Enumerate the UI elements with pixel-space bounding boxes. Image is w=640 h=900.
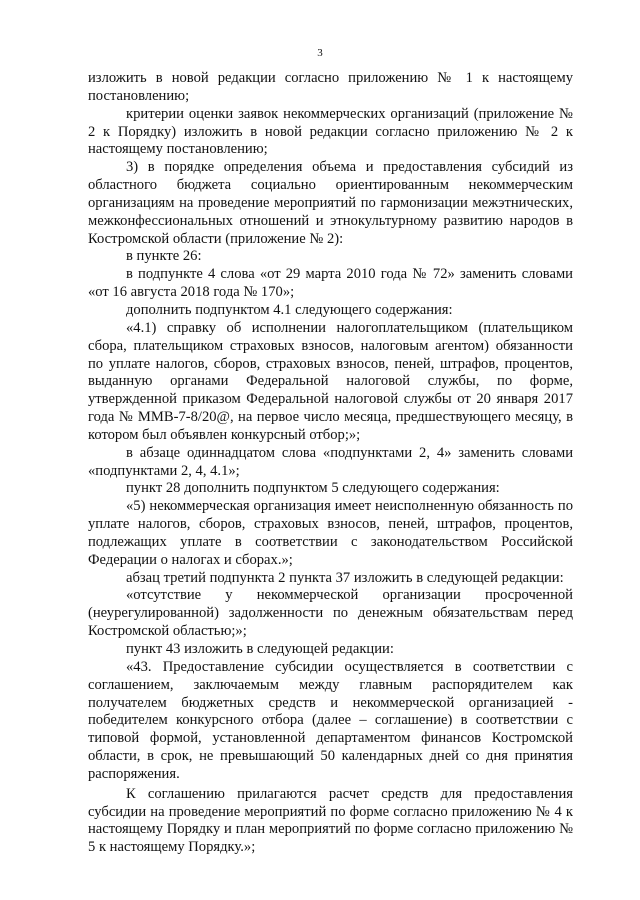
- paragraph-9: пункт 28 дополнить подпунктом 5 следующего содержания:: [126, 480, 500, 497]
- paragraph-13: пункт 43 изложить в следующей редакции:: [126, 641, 394, 657]
- paragraph-1: изложить в новой редакции согласно приложению № 1 к настоящему постановлению;: [88, 70, 573, 104]
- paragraph-11: абзац третий подпункта 2 пункта 37 изложить в следующей редакции:: [126, 569, 564, 586]
- page-number: 3: [317, 47, 323, 59]
- paragraph-14: «43. Предоставление субсидии осуществляется в соответствии с соглашением, заключаемым между главным распорядителем как получателем бюджетных средств и некоммерческой организацией - победителем конкурсного отбора (далее – соглашение) в соответствии с типовой формой, установленной департаментом финансов Костромской области, в срок, не превышающий 50 календарных дней со дня принятия распоряжения.: [88, 658, 573, 782]
- paragraph-6: дополнить подпунктом 4.1 следующего содержания:: [126, 301, 453, 318]
- paragraph-2: критерии оценки заявок некоммерческих организаций (приложение № 2 к Порядку) изложить в новой редакции согласно приложению № 2 к настоящему постановлению;: [88, 105, 573, 158]
- document-body: [88, 70, 573, 857]
- paragraph-3: 3) в порядке определения объема и предоставления субсидий из областного бюджета социально ориентированным некоммерческим организациям на проведение мероприятий по гармонизации межэтнических, межконфессиональных отношений и этнокультурному развитию народов в Костромской области (приложение № 2):: [88, 159, 573, 247]
- paragraph-12: «отсутствие у некоммерческой организации просроченной (неурегулированной) задолженности по денежным обязательствам перед Костромской областью;»;: [88, 587, 573, 640]
- paragraph-15: К соглашению прилагаются расчет средств для предоставления субсидии на проведение мероприятий по форме согласно приложению № 4 к настоящему Порядку и план мероприятий по форме согласно приложению № 5 к настоящему Порядку.»;: [88, 785, 573, 856]
- paragraph-8: в абзаце одиннадцатом слова «подпунктами 2, 4» заменить словами «подпунктами 2, 4, 4.1»;: [88, 444, 573, 479]
- paragraph-5: в подпункте 4 слова «от 29 марта 2010 года № 72» заменить словами «от 16 августа 2018 года № 170»;: [88, 266, 573, 301]
- paragraph-10: «5) некоммерческая организация имеет неисполненную обязанность по уплате налогов, сборов, страховых взносов, пеней, штрафов, процентов, подлежащих уплате в соответствии с законодательством Российской Федерации о налогах и сборах.»;: [88, 498, 573, 568]
- paragraph-7: «4.1) справку об исполнении налогоплательщиком (плательщиком сбора, плательщиком страховых взносов, налоговым агентом) обязанности по уплате налогов, сборов, страховых взносов, пеней, штрафов, процентов, выданную органами Федеральной налоговой службы, по форме, утвержденной приказом Федеральной налоговой службы от 20 января 2017 года № ММВ-7-8/20@, на первое число месяца, предшествующего месяцу, в котором был объявлен конкурсный отбор;»;: [88, 319, 573, 443]
- paragraph-4: в пункте 26:: [126, 248, 202, 265]
